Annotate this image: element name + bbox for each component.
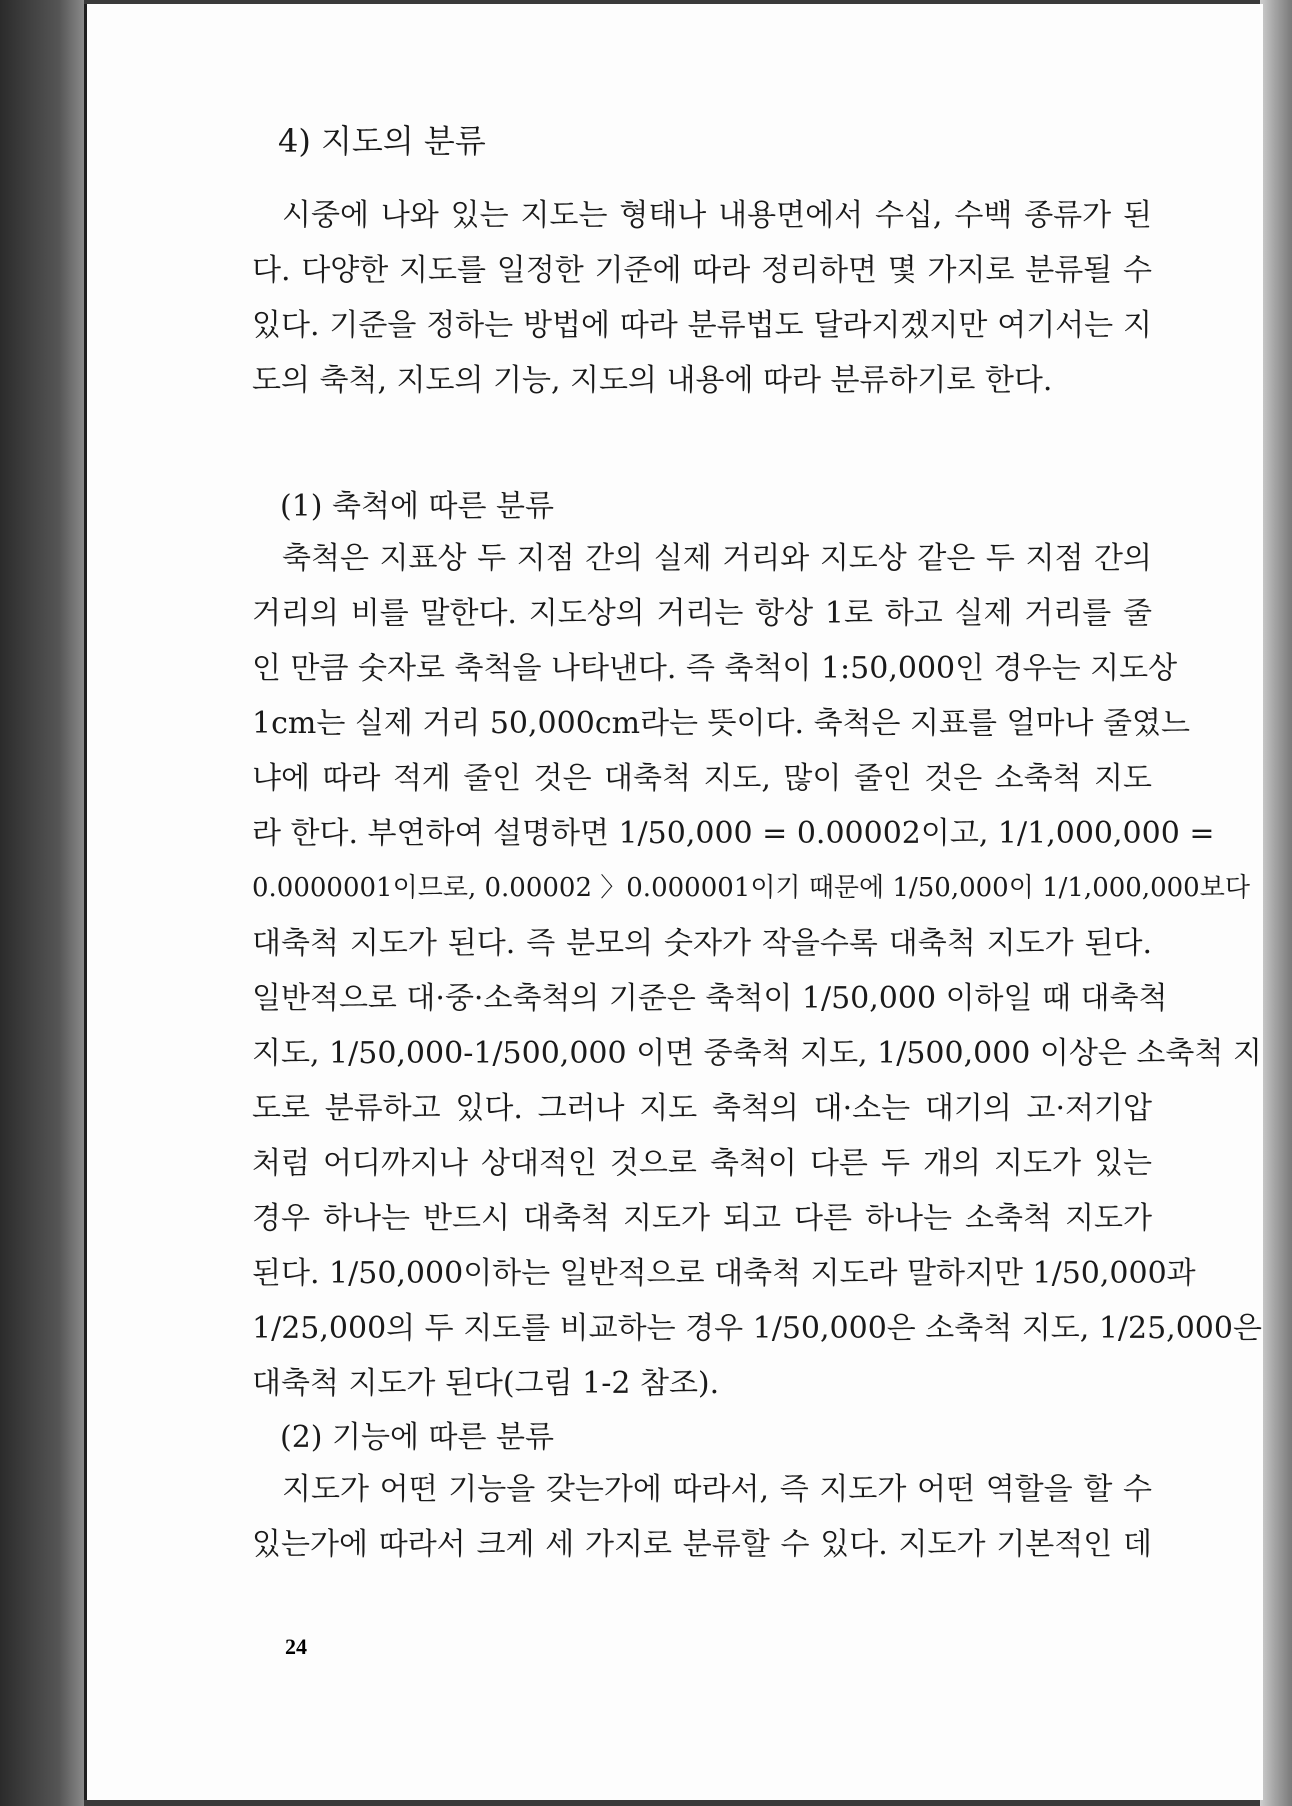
intro-paragraph [252, 188, 1152, 408]
text-line: 있는가에 따라서 크게 세 가지로 분류할 수 있다. 지도가 기본적인 데 [252, 1527, 1152, 1562]
text-line: 거리의 비를 말한다. 지도상의 거리는 항상 1로 하고 실제 거리를 줄 [252, 596, 1152, 631]
text-line: 0.0000001이므로, 0.00002 〉0.000001이기 때문에 1/50,000이 1/1,000,000보다 [252, 873, 1250, 903]
text-line: 시중에 나와 있는 지도는 형태나 내용면에서 수십, 수백 종류가 된 [282, 198, 1152, 233]
text-line: 라 한다. 부연하여 설명하면 1/50,000 = 0.00002이고, 1/1,000,000 = [252, 816, 1215, 851]
page-number: 24 [285, 1634, 307, 1659]
section-title: 4) 지도의 분류 [278, 122, 486, 160]
book-page [84, 4, 1263, 1800]
text-line: 대축척 지도가 된다(그림 1-2 참조). [252, 1366, 720, 1401]
text-line: 다. 다양한 지도를 일정한 기준에 따라 정리하면 몇 가지로 분류될 수 [252, 253, 1152, 288]
text-line: 처럼 어디까지나 상대적인 것으로 축척이 다른 두 개의 지도가 있는 [252, 1146, 1152, 1181]
function-paragraph [252, 1462, 1152, 1572]
text-line: 지도, 1/50,000-1/500,000 이면 중축척 지도, 1/500,000 이상은 소축척 지 [252, 1036, 1262, 1071]
text-line: 1cm는 실제 거리 50,000cm라는 뜻이다. 축척은 지표를 얼마나 줄였느 [252, 706, 1190, 741]
text-line: 냐에 따라 적게 줄인 것은 대축척 지도, 많이 줄인 것은 소축척 지도 [252, 761, 1152, 796]
text-line: 도의 축척, 지도의 기능, 지도의 내용에 따라 분류하기로 한다. [252, 363, 1053, 398]
text-line: 축척은 지표상 두 지점 간의 실제 거리와 지도상 같은 두 지점 간의 [282, 541, 1152, 576]
text-line: 인 만큼 숫자로 축척을 나타낸다. 즉 축척이 1:50,000인 경우는 지도상 [252, 651, 1178, 686]
text-line: 경우 하나는 반드시 대축척 지도가 되고 다른 하나는 소축척 지도가 [252, 1201, 1152, 1236]
scale-paragraph [252, 531, 1262, 1411]
text-line: 지도가 어떤 기능을 갖는가에 따라서, 즉 지도가 어떤 역할을 할 수 [282, 1472, 1152, 1507]
text-line: 대축척 지도가 된다. 즉 분모의 숫자가 작을수록 대축척 지도가 된다. [252, 926, 1152, 961]
subsection-title-function: (2) 기능에 따른 분류 [280, 1420, 554, 1455]
book-spine-shadow [0, 0, 84, 1806]
text-line: 일반적으로 대·중·소축척의 기준은 축척이 1/50,000 이하일 때 대축척 [252, 981, 1168, 1016]
page-edge-shadow [1260, 0, 1292, 1806]
text-line: 도로 분류하고 있다. 그러나 지도 축척의 대·소는 대기의 고·저기압 [252, 1091, 1152, 1126]
text-line: 된다. 1/50,000이하는 일반적으로 대축척 지도라 말하지만 1/50,000과 [252, 1256, 1196, 1291]
text-line: 1/25,000의 두 지도를 비교하는 경우 1/50,000은 소축척 지도, 1/25,000은 [252, 1311, 1262, 1346]
text-line: 있다. 기준을 정하는 방법에 따라 분류법도 달라지겠지만 여기서는 지 [252, 308, 1152, 343]
subsection-title-scale: (1) 축척에 따른 분류 [280, 489, 554, 524]
